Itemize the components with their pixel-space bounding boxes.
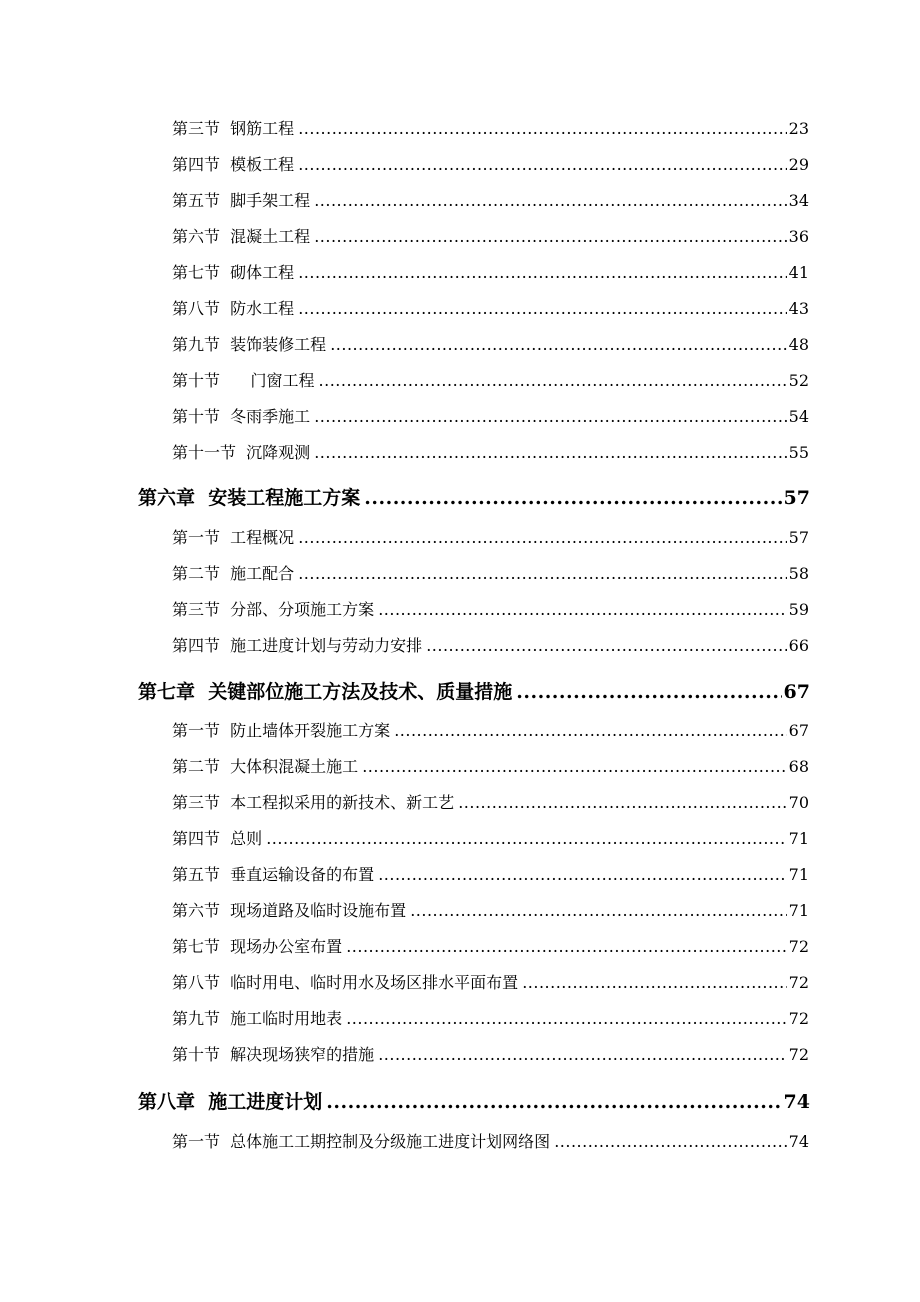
- toc-section-entry[interactable]: [172, 407, 809, 427]
- toc-dot-leader: [314, 443, 786, 463]
- toc-dot-leader: [319, 371, 787, 391]
- toc-section-entry[interactable]: [172, 335, 809, 355]
- toc-chapter-entry[interactable]: [138, 1090, 810, 1114]
- toc-entry-page-number: 72: [788, 1009, 809, 1028]
- toc-dot-leader: [554, 1132, 786, 1152]
- toc-entry-page-number: 48: [788, 335, 809, 354]
- toc-section-entry[interactable]: [172, 757, 809, 777]
- toc-entry-page-number: 72: [788, 937, 809, 956]
- toc-entry-page-number: 43: [788, 299, 809, 318]
- toc-dot-leader: [426, 636, 786, 656]
- toc-entry-page-number: 29: [788, 155, 809, 174]
- toc-entry-title: 第十节 解决现场狭窄的措施: [172, 1045, 375, 1064]
- toc-entry-title: 第七节 现场办公室布置: [172, 937, 343, 956]
- toc-entry-title: 第三节 钢筋工程: [172, 119, 295, 138]
- toc-dot-leader: [298, 119, 786, 139]
- toc-chapter-entry[interactable]: [138, 486, 810, 510]
- toc-entry-page-number: 52: [788, 371, 809, 390]
- toc-entry-page-number: 74: [783, 1091, 810, 1113]
- toc-dot-leader: [326, 1090, 781, 1114]
- toc-dot-leader: [516, 680, 781, 704]
- toc-entry-title: 第四节 总则: [172, 829, 263, 848]
- toc-section-entry[interactable]: [172, 721, 809, 741]
- toc-section-entry[interactable]: [172, 937, 809, 957]
- toc-entry-page-number: 74: [788, 1132, 809, 1151]
- toc-dot-leader: [314, 227, 786, 247]
- toc-entry-page-number: 67: [788, 721, 809, 740]
- toc-entry-page-number: 71: [788, 865, 809, 884]
- toc-section-entry[interactable]: [172, 191, 809, 211]
- toc-entry-title: 第十节 门窗工程: [172, 371, 315, 390]
- toc-dot-leader: [362, 757, 786, 777]
- toc-dot-leader: [314, 191, 786, 211]
- toc-entry-title: 第五节 脚手架工程: [172, 191, 311, 210]
- toc-dot-leader: [378, 865, 786, 885]
- toc-dot-leader: [298, 528, 786, 548]
- toc-section-entry[interactable]: [172, 528, 809, 548]
- toc-section-entry[interactable]: [172, 793, 809, 813]
- toc-entry-title: 第七章 关键部位施工方法及技术、质量措施: [138, 681, 513, 703]
- toc-section-entry[interactable]: [172, 564, 809, 584]
- toc-entry-page-number: 57: [783, 487, 810, 509]
- toc-dot-leader: [298, 263, 786, 283]
- toc-chapter-entry[interactable]: [138, 680, 810, 704]
- toc-entry-title: 第八节 临时用电、临时用水及场区排水平面布置: [172, 973, 519, 992]
- toc-dot-leader: [364, 486, 781, 510]
- toc-dot-leader: [266, 829, 786, 849]
- toc-section-entry[interactable]: [172, 829, 809, 849]
- toc-dot-leader: [298, 155, 786, 175]
- toc-entry-title: 第二节 大体积混凝土施工: [172, 757, 359, 776]
- toc-entry-title: 第九节 装饰装修工程: [172, 335, 327, 354]
- toc-entry-page-number: 71: [788, 829, 809, 848]
- toc-entry-title: 第一节 总体施工工期控制及分级施工进度计划网络图: [172, 1132, 551, 1151]
- toc-entry-page-number: 72: [788, 1045, 809, 1064]
- toc-entry-title: 第十一节 沉降观测: [172, 443, 311, 462]
- toc-dot-leader: [346, 1009, 786, 1029]
- toc-entry-title: 第八章 施工进度计划: [138, 1091, 323, 1113]
- toc-entry-title: 第十节 冬雨季施工: [172, 407, 311, 426]
- toc-entry-page-number: 23: [788, 119, 809, 138]
- toc-dot-leader: [410, 901, 786, 921]
- toc-section-entry[interactable]: [172, 901, 809, 921]
- toc-dot-leader: [314, 407, 786, 427]
- toc-entry-title: 第一节 工程概况: [172, 528, 295, 547]
- toc-entry-page-number: 66: [788, 636, 809, 655]
- toc-section-entry[interactable]: [172, 1009, 809, 1029]
- toc-entry-title: 第四节 模板工程: [172, 155, 295, 174]
- toc-entry-page-number: 57: [788, 528, 809, 547]
- toc-section-entry[interactable]: [172, 299, 809, 319]
- toc-entry-title: 第五节 垂直运输设备的布置: [172, 865, 375, 884]
- toc-section-entry[interactable]: [172, 263, 809, 283]
- toc-entry-title: 第六章 安装工程施工方案: [138, 487, 361, 509]
- toc-section-entry[interactable]: [172, 443, 809, 463]
- toc-entry-page-number: 58: [788, 564, 809, 583]
- toc-section-entry[interactable]: [172, 973, 809, 993]
- toc-section-entry[interactable]: [172, 119, 809, 139]
- toc-section-entry[interactable]: [172, 1132, 809, 1152]
- toc-section-entry[interactable]: [172, 1045, 809, 1065]
- toc-entry-page-number: 70: [788, 793, 809, 812]
- toc-section-entry[interactable]: [172, 636, 809, 656]
- toc-entry-title: 第九节 施工临时用地表: [172, 1009, 343, 1028]
- toc-entry-page-number: 54: [788, 407, 809, 426]
- toc-entry-page-number: 59: [788, 600, 809, 619]
- toc-entry-page-number: 68: [788, 757, 809, 776]
- toc-entry-title: 第六节 混凝土工程: [172, 227, 311, 246]
- toc-entry-page-number: 72: [788, 973, 809, 992]
- toc-section-entry[interactable]: [172, 371, 809, 391]
- toc-dot-leader: [378, 600, 786, 620]
- toc-section-entry[interactable]: [172, 155, 809, 175]
- toc-dot-leader: [330, 335, 786, 355]
- toc-dot-leader: [378, 1045, 786, 1065]
- toc-entry-title: 第六节 现场道路及临时设施布置: [172, 901, 407, 920]
- toc-entry-page-number: 41: [788, 263, 809, 282]
- toc-section-entry[interactable]: [172, 600, 809, 620]
- toc-entry-title: 第二节 施工配合: [172, 564, 295, 583]
- toc-section-entry[interactable]: [172, 865, 809, 885]
- toc-entry-page-number: 71: [788, 901, 809, 920]
- toc-dot-leader: [346, 937, 786, 957]
- toc-dot-leader: [394, 721, 786, 741]
- toc-section-entry[interactable]: [172, 227, 809, 247]
- toc-entry-title: 第七节 砌体工程: [172, 263, 295, 282]
- toc-entry-page-number: 36: [788, 227, 809, 246]
- toc-entry-title: 第四节 施工进度计划与劳动力安排: [172, 636, 423, 655]
- toc-entry-title: 第八节 防水工程: [172, 299, 295, 318]
- toc-entry-page-number: 34: [788, 191, 809, 210]
- toc-dot-leader: [298, 299, 786, 319]
- toc-entry-title: 第三节 本工程拟采用的新技术、新工艺: [172, 793, 455, 812]
- toc-dot-leader: [298, 564, 786, 584]
- toc-entry-page-number: 67: [783, 681, 810, 703]
- toc-dot-leader: [458, 793, 786, 813]
- toc-entry-title: 第一节 防止墙体开裂施工方案: [172, 721, 391, 740]
- toc-entry-title: 第三节 分部、分项施工方案: [172, 600, 375, 619]
- toc-entry-page-number: 55: [788, 443, 809, 462]
- toc-dot-leader: [522, 973, 786, 993]
